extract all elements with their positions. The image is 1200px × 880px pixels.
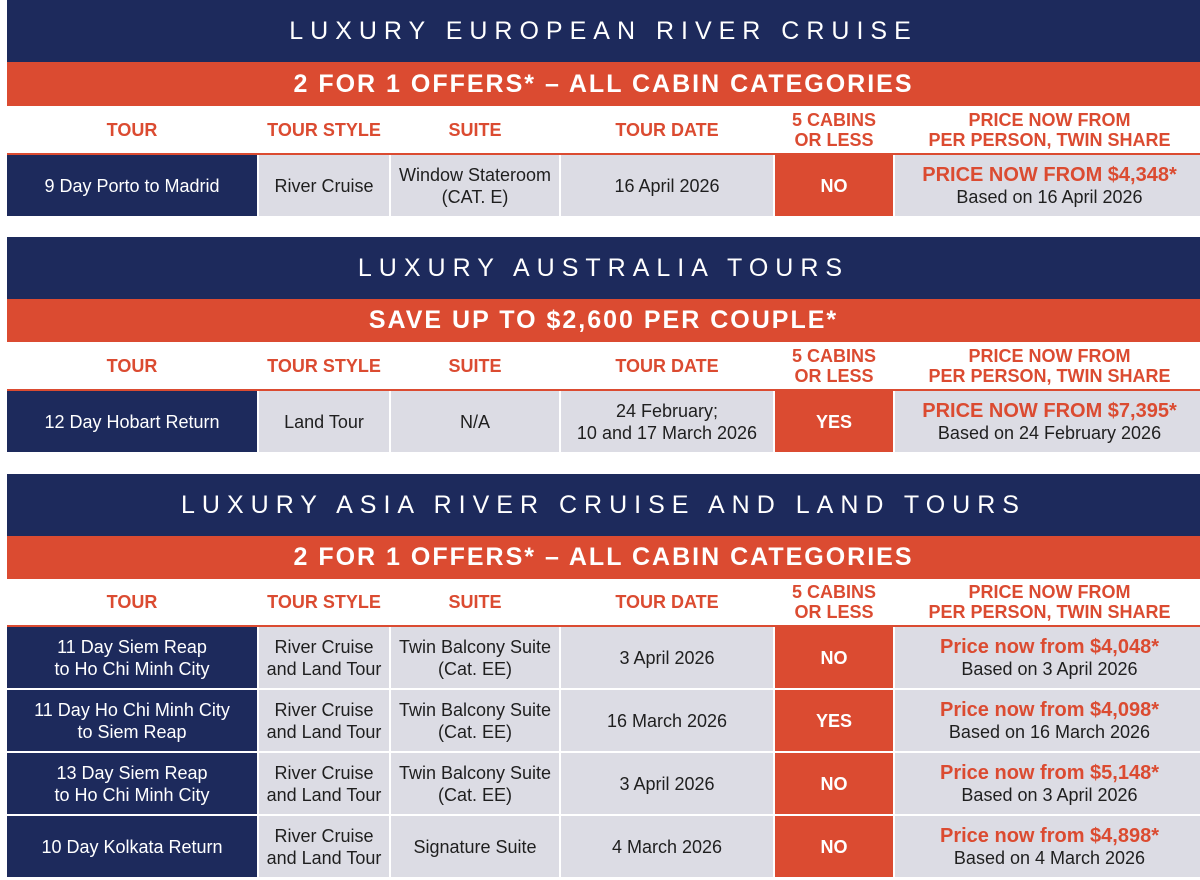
cell-tour [7, 391, 257, 452]
cell-tour-date [561, 816, 773, 877]
header-price [895, 342, 1200, 389]
cell-text: 3 April 2026 [619, 647, 715, 668]
cell-text: River Cruise [274, 762, 374, 783]
cell-cabins [775, 391, 893, 452]
cell-tour [7, 155, 257, 216]
cell-text: 13 Day Siem Reap [56, 762, 208, 783]
header-label: TOUR STYLE [267, 592, 381, 612]
table-header [7, 579, 1200, 627]
section-title: LUXURY EUROPEAN RIVER CRUISE [7, 0, 1200, 62]
cell-suite [391, 391, 559, 452]
cell-tour-style [259, 690, 389, 751]
price-basis: Based on 4 March 2026 [953, 848, 1146, 868]
cell-tour-date [561, 627, 773, 688]
cell-tour-style [259, 391, 389, 452]
cell-text: 12 Day Hobart Return [44, 411, 220, 432]
table-row [7, 753, 1200, 816]
cabins-value: NO [820, 836, 848, 857]
header-suite [391, 106, 559, 153]
header-label: TOUR [106, 355, 158, 376]
cell-text: and Land Tour [266, 847, 382, 868]
header-label: SUITE [448, 119, 502, 140]
cabins-value: YES [815, 710, 853, 731]
header-tour [7, 342, 257, 389]
table-row [7, 627, 1200, 690]
cabins-value: YES [815, 411, 853, 432]
cell-text: (CAT. E) [441, 186, 509, 207]
price-basis: Based on 16 April 2026 [956, 187, 1143, 207]
header-label: PRICE NOW FROM [968, 582, 1131, 602]
header-tour [7, 106, 257, 153]
table-row [7, 816, 1200, 879]
cell-text: Twin Balcony Suite [398, 762, 552, 783]
cell-text: 10 and 17 March 2026 [576, 422, 758, 443]
header-label: OR LESS [794, 129, 874, 150]
cell-text: 24 February; [615, 400, 719, 421]
header-label: TOUR DATE [615, 355, 719, 376]
cell-text: Signature Suite [413, 836, 537, 857]
cell-text: River Cruise [274, 175, 374, 196]
section-title: LUXURY AUSTRALIA TOURS [7, 237, 1200, 299]
cell-suite [391, 816, 559, 877]
cabins-value: NO [820, 647, 848, 668]
cabins-value: NO [820, 175, 848, 196]
cell-cabins [775, 816, 893, 877]
price-value: PRICE NOW FROM $4,348* [922, 164, 1177, 186]
cell-text: to Ho Chi Minh City [54, 784, 210, 805]
header-label: PER PERSON, TWIN SHARE [928, 602, 1171, 622]
cell-text: to Siem Reap [77, 721, 187, 742]
cell-cabins [775, 753, 893, 814]
cell-tour [7, 690, 257, 751]
cell-text: (Cat. EE) [437, 658, 512, 679]
header-label: TOUR STYLE [267, 119, 381, 140]
cell-price [895, 391, 1200, 452]
header-label: 5 CABINS [791, 345, 876, 366]
table-row [7, 690, 1200, 753]
cell-text: Land Tour [284, 411, 364, 432]
header-label: 5 CABINS [791, 582, 876, 602]
cell-text: and Land Tour [266, 658, 382, 679]
header-tour-date [561, 579, 773, 625]
cell-text: 4 March 2026 [611, 836, 723, 857]
price-basis: Based on 3 April 2026 [961, 659, 1138, 679]
cell-text: River Cruise [274, 636, 374, 657]
cell-text: River Cruise [274, 825, 374, 846]
table-header [7, 106, 1200, 155]
cell-text: and Land Tour [266, 721, 382, 742]
cell-tour-date [561, 155, 773, 216]
cell-suite [391, 155, 559, 216]
header-price [895, 106, 1200, 153]
price-basis: Based on 3 April 2026 [961, 785, 1138, 805]
cell-text: 9 Day Porto to Madrid [44, 175, 220, 196]
price-value: Price now from $4,048* [940, 636, 1159, 658]
cell-tour-date [561, 391, 773, 452]
cell-text: Twin Balcony Suite [398, 636, 552, 657]
cell-text: 11 Day Ho Chi Minh City [34, 699, 230, 720]
header-label: TOUR STYLE [267, 355, 381, 376]
cell-tour [7, 753, 257, 814]
price-value: PRICE NOW FROM $7,395* [922, 400, 1177, 422]
header-cabins [775, 342, 893, 389]
header-price [895, 579, 1200, 625]
cell-text: 10 Day Kolkata Return [41, 836, 223, 857]
header-cabins [775, 579, 893, 625]
header-label: OR LESS [794, 602, 874, 622]
cell-tour-style [259, 816, 389, 877]
cell-text: (Cat. EE) [437, 721, 512, 742]
cell-text: to Ho Chi Minh City [54, 658, 210, 679]
cell-cabins [775, 627, 893, 688]
cell-text: and Land Tour [266, 784, 382, 805]
cell-suite [391, 690, 559, 751]
price-value: Price now from $5,148* [940, 762, 1159, 784]
cell-tour [7, 627, 257, 688]
header-label: TOUR DATE [615, 592, 719, 612]
header-label: TOUR DATE [615, 119, 719, 140]
cell-price [895, 816, 1200, 877]
cell-tour-style [259, 155, 389, 216]
cell-tour [7, 816, 257, 877]
header-label: PER PERSON, TWIN SHARE [928, 129, 1171, 150]
header-label: TOUR [106, 119, 158, 140]
header-label: SUITE [448, 592, 502, 612]
header-suite [391, 342, 559, 389]
header-label: PRICE NOW FROM [968, 109, 1131, 130]
cell-text: 16 March 2026 [606, 710, 728, 731]
cell-cabins [775, 155, 893, 216]
cell-price [895, 627, 1200, 688]
offer-banner: SAVE UP TO $2,600 PER COUPLE* [7, 299, 1200, 342]
table-header [7, 342, 1200, 391]
cell-text: N/A [459, 411, 490, 432]
cell-price [895, 753, 1200, 814]
cell-text: Twin Balcony Suite [398, 699, 552, 720]
offer-banner: 2 FOR 1 OFFERS* – ALL CABIN CATEGORIES [7, 536, 1200, 579]
header-tour [7, 579, 257, 625]
cell-text: 11 Day Siem Reap [57, 636, 207, 657]
cell-tour-date [561, 690, 773, 751]
cell-text: Window Stateroom [398, 164, 552, 185]
header-cabins [775, 106, 893, 153]
table-row [7, 391, 1200, 454]
cell-price [895, 690, 1200, 751]
header-label: 5 CABINS [791, 109, 876, 130]
price-basis: Based on 24 February 2026 [937, 423, 1162, 443]
cell-text: (Cat. EE) [437, 784, 512, 805]
price-value: Price now from $4,098* [940, 699, 1159, 721]
cell-text: 16 April 2026 [614, 175, 720, 196]
section-european-river-cruise [7, 0, 1200, 218]
header-label: OR LESS [794, 365, 874, 386]
section-title: LUXURY ASIA RIVER CRUISE AND LAND TOURS [7, 474, 1200, 536]
section-australia-tours [7, 237, 1200, 454]
header-tour-style [259, 106, 389, 153]
cabins-value: NO [820, 773, 848, 794]
header-tour-date [561, 342, 773, 389]
offer-banner: 2 FOR 1 OFFERS* – ALL CABIN CATEGORIES [7, 62, 1200, 106]
header-label: PRICE NOW FROM [968, 345, 1131, 366]
header-tour-date [561, 106, 773, 153]
cell-text: River Cruise [274, 699, 374, 720]
header-suite [391, 579, 559, 625]
header-tour-style [259, 342, 389, 389]
cell-tour-style [259, 627, 389, 688]
cell-tour-date [561, 753, 773, 814]
cell-tour-style [259, 753, 389, 814]
header-label: SUITE [448, 355, 502, 376]
cell-suite [391, 627, 559, 688]
header-label: TOUR [106, 592, 158, 612]
cell-text: 3 April 2026 [619, 773, 715, 794]
cell-price [895, 155, 1200, 216]
price-value: Price now from $4,898* [940, 825, 1159, 847]
header-tour-style [259, 579, 389, 625]
header-label: PER PERSON, TWIN SHARE [928, 365, 1171, 386]
cell-suite [391, 753, 559, 814]
table-row [7, 155, 1200, 218]
cell-cabins [775, 690, 893, 751]
section-asia-river-cruise-land-tours [7, 474, 1200, 879]
price-basis: Based on 16 March 2026 [948, 722, 1151, 742]
